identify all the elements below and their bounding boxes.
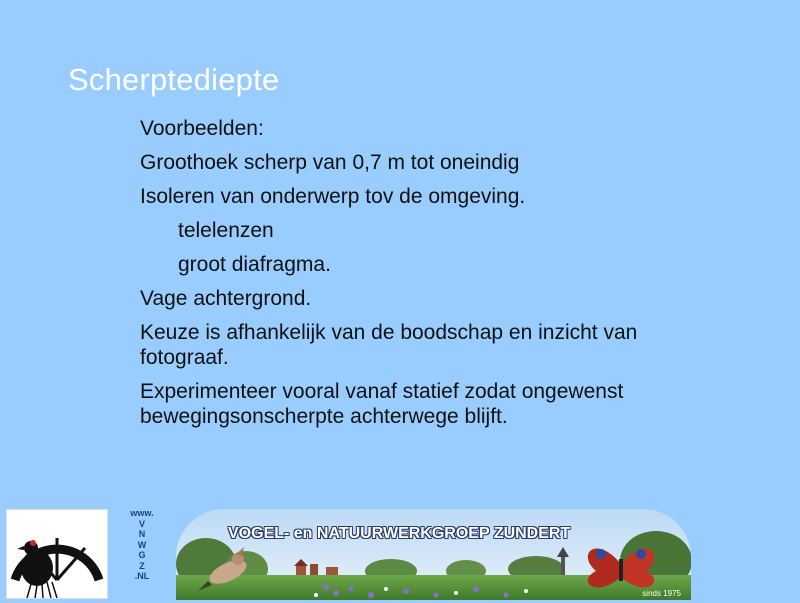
- sub-bullet-line: telelenzen: [178, 219, 274, 242]
- url-letter: V: [138, 518, 145, 529]
- nature-banner: [176, 509, 691, 600]
- url-letter: N: [138, 529, 146, 539]
- landscape-illustration: [176, 509, 691, 600]
- url-letter: www.: [130, 508, 154, 518]
- slide-content: [140, 116, 700, 438]
- sub-bullet-line: groot diafragma.: [178, 253, 331, 276]
- url-letter: .NL: [134, 571, 150, 581]
- website-url[interactable]: [124, 508, 160, 600]
- url-letter: Z: [139, 560, 145, 571]
- bullet-line: Keuze is afhankelijk van de boodschap en inzicht van fotograaf.: [140, 321, 638, 369]
- banner-title: VOGEL- en NATUURWERKGROEP ZUNDERT: [228, 525, 571, 542]
- url-letter: W: [137, 539, 147, 550]
- bird-wheel-logo-icon: [7, 510, 107, 598]
- bullet-line: Isoleren van onderwerp tov de omgeving.: [140, 185, 526, 208]
- url-letter: G: [138, 550, 146, 560]
- bullet-line: Experimenteer vooral vanaf statief zodat ongewenst bewegingsonscherpte achterwege blijft.: [140, 380, 624, 428]
- since-label: sinds 1975: [642, 589, 681, 598]
- bullet-line: Groothoek scherp van 0,7 m tot oneindig: [140, 151, 520, 174]
- bullet-line: Vage achtergrond.: [140, 287, 312, 310]
- club-logo: [6, 509, 108, 599]
- bullet-line: Voorbeelden:: [140, 117, 264, 140]
- slide-title: Scherptediepte: [68, 62, 280, 97]
